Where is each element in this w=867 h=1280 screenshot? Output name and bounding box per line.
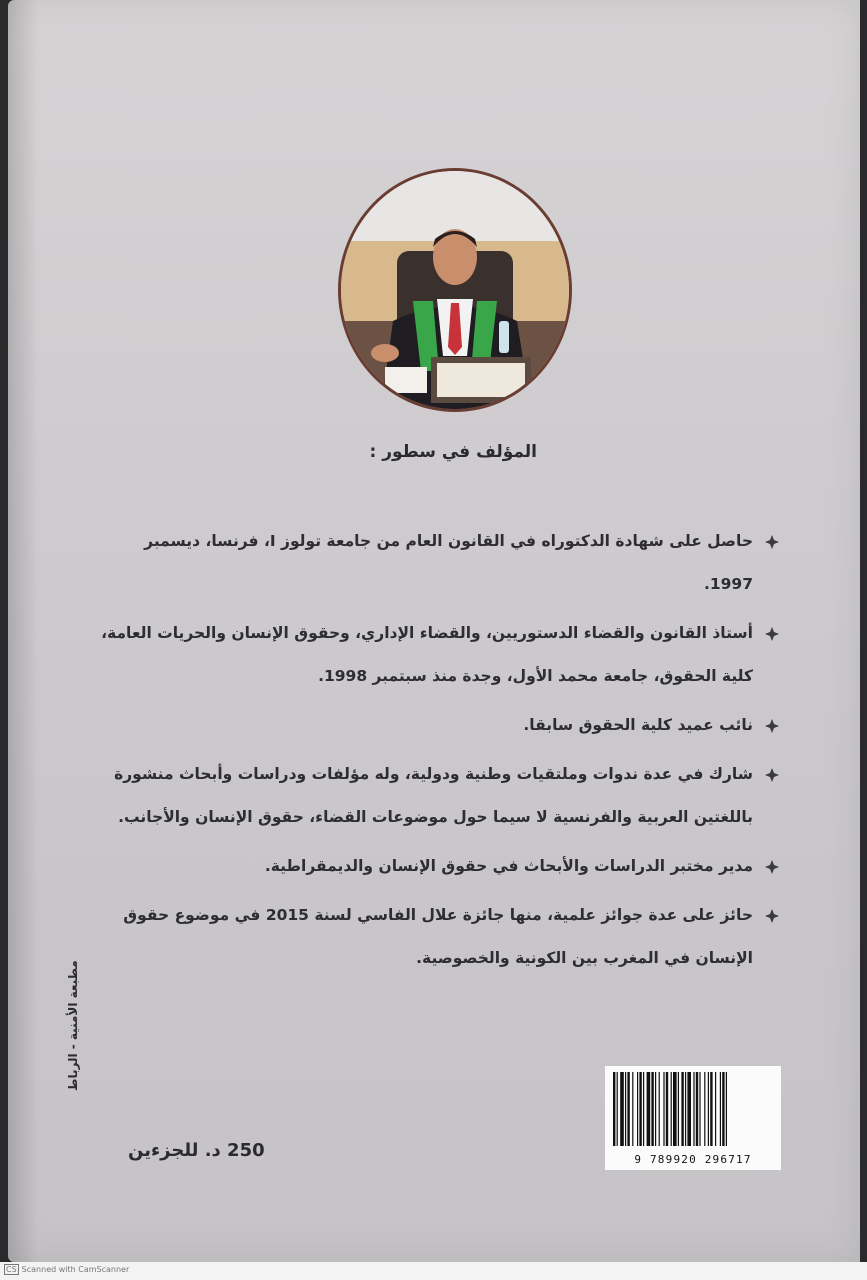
list-item: [99, 612, 779, 698]
list-item: [99, 845, 779, 888]
diamond-bullet-icon: [765, 627, 779, 641]
author-portrait: [338, 168, 572, 412]
diamond-bullet-icon: [765, 860, 779, 874]
scanner-watermark: [4, 1264, 129, 1275]
scanner-logo-icon: CS: [6, 1265, 17, 1274]
price-label: 250 د. للجزءين: [128, 1140, 265, 1161]
scan-footer: [0, 1262, 867, 1280]
scanner-text: Scanned with CamScanner: [21, 1265, 130, 1274]
list-item: [99, 704, 779, 747]
bio-text: مدير مختبر الدراسات والأبحاث في حقوق الإنسان والديمقراطية.: [264, 857, 753, 875]
diamond-bullet-icon: [765, 535, 779, 549]
spine-shadow: [8, 0, 38, 1262]
diamond-bullet-icon: [765, 768, 779, 782]
bio-text: شارك في عدة ندوات وملتقيات وطنية ودولية، وله مؤلفات ودراسات وأبحاث منشورة باللغتين العربية والفرنسية لا سيما حول موضوعات القضاء، حقوق الإنسان والأجانب.: [114, 765, 753, 826]
bio-list: [99, 520, 779, 986]
list-item: [99, 753, 779, 839]
barcode-number: 9 789920 296717: [634, 1153, 752, 1166]
printer-credit: مطبعة الأمنية - الرباط: [66, 960, 80, 1091]
section-heading: المؤلف في سطور :: [369, 442, 537, 462]
list-item: [99, 894, 779, 980]
diamond-bullet-icon: [765, 909, 779, 923]
bio-text: حاصل على شهادة الدكتوراه في القانون العام من جامعة تولوز I، فرنسا، ديسمبر 1997.: [144, 532, 753, 593]
list-item: [99, 520, 779, 606]
barcode-bars-icon: [605, 1066, 781, 1152]
bio-text: أستاذ القانون والقضاء الدستوريين، والقضاء الإداري، وحقوق الإنسان والحريات العامة، كلية الحقوق، جامعة محمد الأول، وجدة منذ سبتمبر 1998.: [101, 624, 753, 685]
bio-text: حائز على عدة جوائز علمية، منها جائزة علال الفاسي لسنة 2015 في موضوع حقوق الإنسان في المغرب بين الكونية والخصوصية.: [123, 906, 753, 967]
diamond-bullet-icon: [765, 719, 779, 733]
bio-text: نائب عميد كلية الحقوق سابقا.: [523, 716, 753, 734]
isbn-barcode: [605, 1066, 781, 1170]
